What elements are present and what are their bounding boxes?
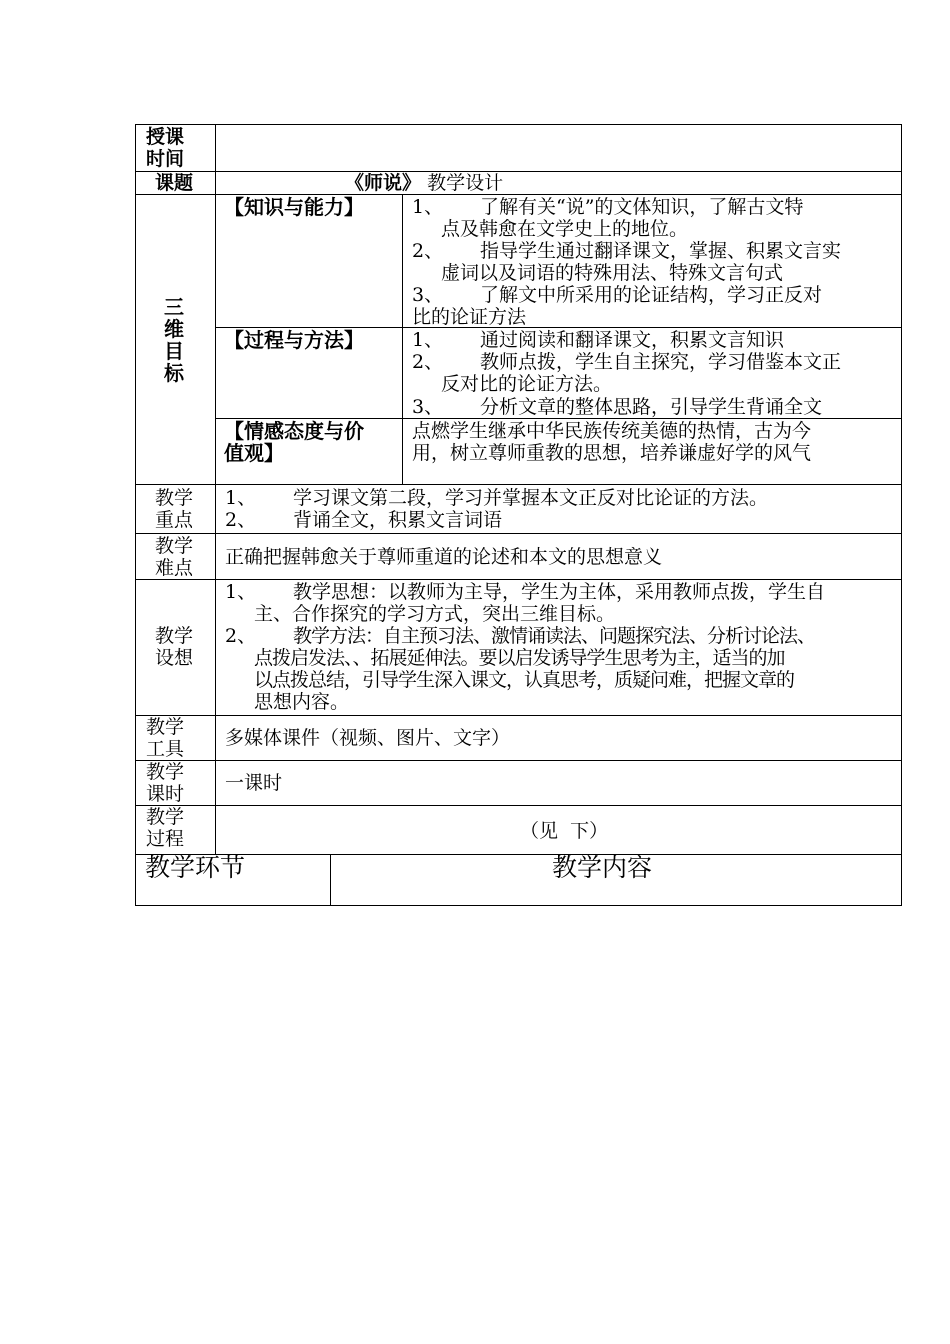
topic-label: 课题 <box>155 172 194 194</box>
difficulty-label-line-2: 难点 <box>155 557 194 579</box>
concept-label-line-2: 设想 <box>155 647 194 669</box>
process-label-line-2: 过程 <box>146 828 185 850</box>
concept-item-1-num: 1、 <box>225 581 257 603</box>
knowledge-item-1-line-1: 了解有关“说”的文体知识，了解古文特 <box>480 196 804 218</box>
process-item-1-line-1: 通过阅读和翻译课文，积累文言知识 <box>480 329 785 351</box>
bottom-col1-header: 教学环节 <box>145 853 246 882</box>
process-label-line-1: 教学 <box>146 806 185 828</box>
knowledge-item-3-line-1: 了解文中所采用的论证结构，学习正反对 <box>480 284 823 306</box>
time-label-line-2: 时间 <box>146 148 185 170</box>
goals-label-char-4: 标 <box>164 361 184 385</box>
concept-item-2-line-3: 以点拨总结，引导学生深入课文，认真思考，质疑问难，把握文章的 <box>254 669 795 691</box>
process-item-2-line-1: 教师点拨，学生自主探究，学习借鉴本文正 <box>480 351 842 373</box>
hours-label-line-2: 课时 <box>146 783 185 805</box>
process-item-2-num: 2、 <box>412 351 444 373</box>
goals-label-char-1: 三 <box>164 295 184 319</box>
hours-label-line-1: 教学 <box>146 761 185 783</box>
concept-item-2-line-2: 点拨启发法、、拓展延伸法。要以启发诱导学生思考为主，适当的加 <box>254 647 785 669</box>
knowledge-item-3-line-2: 比的论证方法 <box>412 306 527 328</box>
process-item-3-line-1: 分析文章的整体思路，引导学生背诵全文 <box>480 396 823 418</box>
tools-label-line-2: 工具 <box>146 738 185 760</box>
goals-label-char-3: 目 <box>164 339 184 363</box>
process-item-3-num: 3、 <box>412 396 444 418</box>
emotion-heading-line-2: 值观】 <box>224 441 284 465</box>
keypoints-label-line-1: 教学 <box>155 487 194 509</box>
process-item-2-line-2: 反对比的论证方法。 <box>441 373 613 395</box>
concept-item-1-line-2: 主、合作探究的学习方式，突出三维目标。 <box>254 603 616 625</box>
hours-text: 一课时 <box>225 772 283 794</box>
hours-value-cell <box>215 760 902 806</box>
topic-value-cell <box>215 171 902 195</box>
topic-title <box>345 172 503 194</box>
topic-title-main: 《师说》 <box>345 172 422 194</box>
keypoints-label-line-2: 重点 <box>155 509 194 531</box>
concept-item-2-num: 2、 <box>225 625 257 647</box>
time-value-cell <box>215 124 902 172</box>
concept-item-2-line-1: 教学方法：自主预习法、激情诵读法、问题探究法、分析讨论法、 <box>293 625 816 647</box>
keypoints-item-2-text: 背诵全文，积累文言词语 <box>293 509 503 531</box>
knowledge-item-1-num: 1、 <box>412 196 444 218</box>
process-heading: 【过程与方法】 <box>224 328 364 352</box>
difficulty-text: 正确把握韩愈关于尊师重道的论述和本文的思想意义 <box>225 546 663 568</box>
tools-label-line-1: 教学 <box>146 716 185 738</box>
emotion-line-2: 用，树立尊师重教的思想，培养谦虚好学的风气 <box>412 442 812 464</box>
concept-label-line-1: 教学 <box>155 625 194 647</box>
tools-text: 多媒体课件（视频、图片、文字） <box>225 727 511 749</box>
emotion-line-1: 点燃学生继承中华民族传统美德的热情，古为今 <box>412 420 812 442</box>
knowledge-item-1-line-2: 点及韩愈在文学史上的地位。 <box>441 218 689 240</box>
keypoints-item-2-num: 2、 <box>225 509 257 531</box>
knowledge-heading: 【知识与能力】 <box>224 195 364 219</box>
difficulty-label-line-1: 教学 <box>155 535 194 557</box>
keypoints-item-1-text: 学习课文第二段，学习并掌握本文正反对比论证的方法。 <box>293 487 769 509</box>
process-item-1-num: 1、 <box>412 329 444 351</box>
time-label-line-1: 授课 <box>146 126 185 148</box>
knowledge-item-2-line-2: 虚词以及词语的特殊用法、特殊文言句式 <box>441 262 784 284</box>
emotion-heading-line-1: 【情感态度与价 <box>224 419 364 443</box>
goals-label-char-2: 维 <box>164 317 184 341</box>
bottom-col2-header: 教学内容 <box>552 853 653 882</box>
knowledge-item-3-num: 3、 <box>412 284 444 306</box>
concept-item-1-line-1: 教学思想：以教师为主导，学生为主体，采用教师点拨，学生自 <box>293 581 826 603</box>
knowledge-item-2-num: 2、 <box>412 240 444 262</box>
process-text: （见 下） <box>520 820 609 842</box>
keypoints-item-1-num: 1、 <box>225 487 257 509</box>
concept-item-2-line-4: 思想内容。 <box>254 691 350 713</box>
topic-title-suffix: 教学设计 <box>427 172 504 194</box>
knowledge-item-2-line-1: 指导学生通过翻译课文，掌握、积累文言实 <box>480 240 842 262</box>
